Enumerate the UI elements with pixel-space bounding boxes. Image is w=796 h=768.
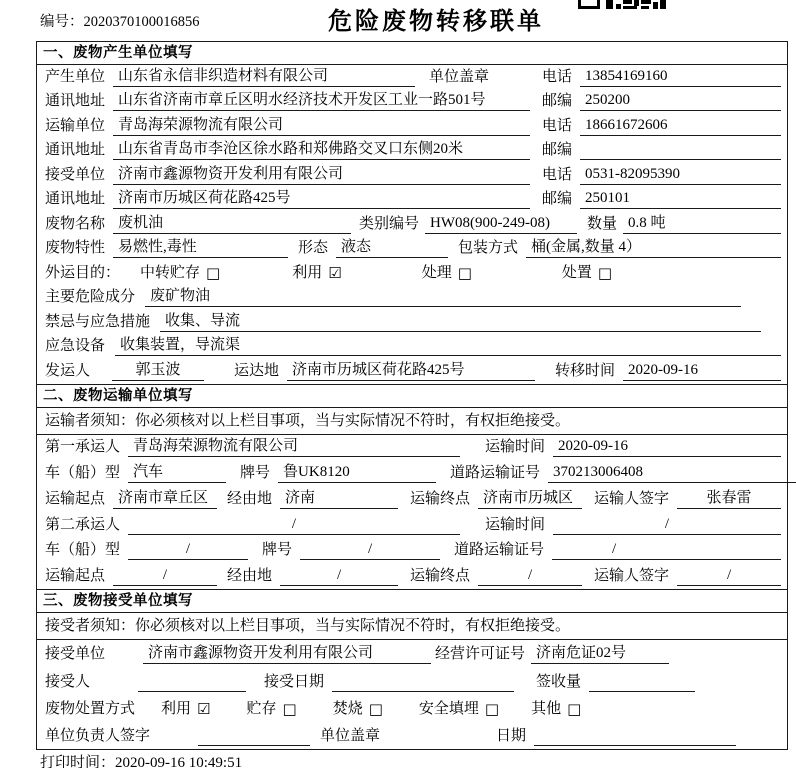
disposal-utilize-checkbox-icon: ☑ [197,699,211,718]
route1-sign-value: 张春雷 [677,489,781,509]
plate2-label: 牌号 [262,542,293,559]
waste-property-value: 易燃性,毒性 [113,238,288,258]
receiver-address-row [37,188,787,213]
transport-time2-value: / [553,515,781,535]
producer-addr-label: 通讯地址 [45,93,106,109]
receiver-zip-label: 邮编 [542,191,573,207]
route1-start-label: 运输起点 [45,490,106,507]
waste-property-row [37,237,787,262]
taboo-value: 收集、导流 [160,312,761,332]
producer-zip-label: 邮编 [542,93,573,109]
page-title: 危险废物转移联单 [328,9,544,35]
receiver-value: 济南市鑫源物资开发利用有限公司 [113,165,530,185]
section3-body [37,640,787,749]
dispose-checkbox-icon: □ [597,263,613,282]
section1-body [37,65,787,384]
disposal-option-incinerate: 焚烧 □ [332,699,383,718]
vehicle2-type-label: 车（船）型 [45,542,121,559]
plate2-value: / [300,540,440,560]
accept-date-label: 接受日期 [264,673,325,690]
accepting-unit-label: 接受单位 [45,646,106,663]
route1-via-label: 经由地 [227,490,273,507]
received-qty-value [589,691,695,692]
vehicle2-type-value: / [128,540,248,560]
vehicle1-row [37,460,787,486]
acceptor-value [138,691,246,692]
responsible-sign-label: 单位负责人签字 [45,728,151,745]
doc-number-label: 编号： [40,14,84,30]
shipper-value: 郭玉波 [112,361,204,381]
route2-via-value: / [280,566,398,586]
producer-zip-value: 250200 [580,91,781,111]
hazard-component-row [37,286,787,311]
road-permit2-value: / [552,540,781,560]
waste-quantity-value: 0.8 吨 [623,214,781,234]
print-time-label: 打印时间： [40,755,116,768]
unit-seal-label: 单位盖章 [320,728,381,745]
taboo-measures-row [37,310,787,335]
purpose-option-treat: 处理 □ [421,263,472,282]
waste-name-value: 废机油 [113,214,351,234]
waste-category-label: 类别编号 [359,215,420,232]
transporter-value: 青岛海荣源物流有限公司 [113,116,530,136]
transporter-row [37,114,787,139]
emergency-equipment-row [37,335,787,360]
route2-start-label: 运输起点 [45,568,106,585]
route2-via-label: 经由地 [227,568,273,585]
route2-row [37,563,787,589]
road-permit1-value: 370213006408 [548,463,796,483]
vehicle1-type-value: 汽车 [128,463,226,483]
transporter-addr-value: 山东省青岛市李沧区徐水路和郑佛路交叉口东侧20米 [113,140,530,160]
plate1-label: 牌号 [240,465,271,482]
purpose-option-storage: 中转贮存 □ [140,263,221,282]
packing-label: 包装方式 [458,240,519,256]
shipper-label: 发运人 [45,362,91,379]
transfer-purpose-row [37,261,787,286]
accept-date-value [332,691,514,692]
receiver-addr-value: 济南市历城区荷花路425号 [113,189,530,209]
packing-value: 桶(金属,数量 4） [526,238,781,258]
disposal-landfill-checkbox-icon: □ [484,699,500,718]
section2-body [37,435,787,590]
received-qty-label: 签收量 [536,673,582,690]
responsible-signature-row [37,722,787,749]
license-label: 经营许可证号 [435,646,526,663]
disposal-option-landfill: 安全填埋 □ [418,699,500,718]
route2-start-value: / [113,566,217,586]
taboo-label: 禁忌与应急措施 [45,313,151,330]
purpose-option-dispose: 处置 □ [561,263,613,282]
accepting-unit-row [37,640,787,667]
second-carrier-value: / [128,515,460,535]
receiver-notice: 接受者须知：你必须核对以上栏目事项，当与实际情况不符时，有权拒绝接受。 [37,613,787,640]
doc-number-value: 2020370100016856 [83,14,200,30]
producer-seal-label: 单位盖章 [429,68,490,85]
waste-form-label: 形态 [298,240,329,256]
producer-label: 产生单位 [45,68,106,85]
equipment-value: 收集装置，导流渠 [115,336,781,356]
route1-end-label: 运输终点 [410,490,471,507]
destination-value: 济南市历城区荷花路425号 [287,361,535,381]
print-time [40,751,242,768]
disposal-option-utilize: 利用 ☑ [161,699,211,718]
transfer-time-label: 转移时间 [555,362,616,379]
route1-start-value: 济南市章丘区 [113,489,217,509]
acceptor-row [37,667,787,694]
sign-date-label: 日期 [496,728,527,745]
responsible-sign-value [198,745,310,746]
receiver-row [37,163,787,188]
producer-tel-value: 13854169160 [580,67,781,87]
receiver-tel-label: 电话 [542,166,573,183]
route2-end-label: 运输终点 [410,568,471,585]
transporter-tel-value: 18661672606 [580,116,781,136]
print-time-value: 2020-09-16 10:49:51 [115,755,243,768]
section2-header: 二、废物运输单位填写 [37,384,787,408]
second-carrier-row [37,512,787,538]
route2-sign-value: / [677,566,781,586]
transporter-tel-label: 电话 [542,117,573,134]
form-table [36,41,788,750]
accepting-unit-value: 济南市鑫源物资开发利用有限公司 [143,644,431,664]
acceptor-label: 接受人 [45,673,91,690]
hazard-value: 废矿物油 [145,287,741,307]
first-carrier-value: 青岛海荣源物流有限公司 [128,437,460,457]
route2-end-value: / [478,566,582,586]
sign-date-value [534,745,736,746]
transport-time2-label: 运输时间 [485,516,546,533]
destination-label: 运达地 [234,362,280,379]
section3-header: 三、废物接受单位填写 [37,589,787,613]
route1-end-value: 济南市历城区 [478,489,582,509]
transporter-notice: 运输者须知：你必须核对以上栏目事项，当与实际情况不符时，有权拒绝接受。 [37,408,787,435]
first-carrier-row [37,435,787,461]
waste-name-row [37,212,787,237]
disposal-store-checkbox-icon: □ [282,699,297,718]
transporter-addr-label: 通讯地址 [45,142,106,158]
route1-row [37,486,787,512]
road-permit1-label: 道路运输证号 [450,465,541,482]
hazard-label: 主要危险成分 [45,289,136,305]
doc-number [40,10,200,31]
license-value: 济南危证02号 [531,644,669,664]
transport-time1-value: 2020-09-16 [553,437,781,457]
disposal-label: 废物处置方式 [45,700,136,717]
route2-sign-label: 运输人签字 [594,568,670,585]
transporter-zip-label: 邮编 [542,142,573,158]
shipper-row [37,359,787,384]
vehicle1-type-label: 车（船）型 [45,465,121,482]
transporter-address-row [37,139,787,164]
disposal-option-store: 贮存 □ [246,699,297,718]
treat-checkbox-icon: □ [457,263,472,282]
producer-address-row [37,90,787,115]
purpose-option-utilize: 利用 ☑ [292,263,342,282]
waste-form-value: 液态 [336,238,448,258]
receiver-label: 接受单位 [45,166,106,183]
waste-quantity-label: 数量 [587,215,618,232]
receiver-tel-value: 0531-82095390 [580,165,781,185]
route1-via-value: 济南 [280,489,398,509]
disposal-incinerate-checkbox-icon: □ [368,699,383,718]
storage-checkbox-icon: □ [206,263,221,282]
producer-addr-value: 山东省济南市章丘区明水经济技术开发区工业一路501号 [113,91,530,111]
utilize-checkbox-icon: ☑ [328,263,342,282]
section1-header: 一、废物产生单位填写 [37,42,787,65]
purpose-label: 外运目的： [45,264,121,281]
qr-code-fragment [578,0,668,9]
route1-sign-label: 运输人签字 [594,490,670,507]
disposal-method-row [37,695,787,722]
transport-time1-label: 运输时间 [485,439,546,456]
waste-property-label: 废物特性 [45,240,106,256]
equipment-label: 应急设备 [45,338,106,354]
vehicle2-row [37,538,787,564]
waste-category-value: HW08(900-249-08) [425,214,577,234]
producer-value: 山东省永信非织造材料有限公司 [113,67,415,87]
waste-name-label: 废物名称 [45,215,106,232]
disposal-other-checkbox-icon: □ [567,699,582,718]
producer-row [37,65,787,90]
producer-tel-label: 电话 [542,68,573,85]
road-permit2-label: 道路运输证号 [454,542,545,559]
first-carrier-label: 第一承运人 [45,439,121,456]
transfer-time-value: 2020-09-16 [623,361,781,381]
transporter-label: 运输单位 [45,117,106,134]
second-carrier-label: 第二承运人 [45,516,121,533]
receiver-zip-value: 250101 [580,189,781,209]
disposal-option-other: 其他 □ [531,699,582,718]
plate1-value: 鲁UK8120 [278,463,436,483]
transporter-zip-value [580,159,781,160]
receiver-addr-label: 通讯地址 [45,191,106,207]
